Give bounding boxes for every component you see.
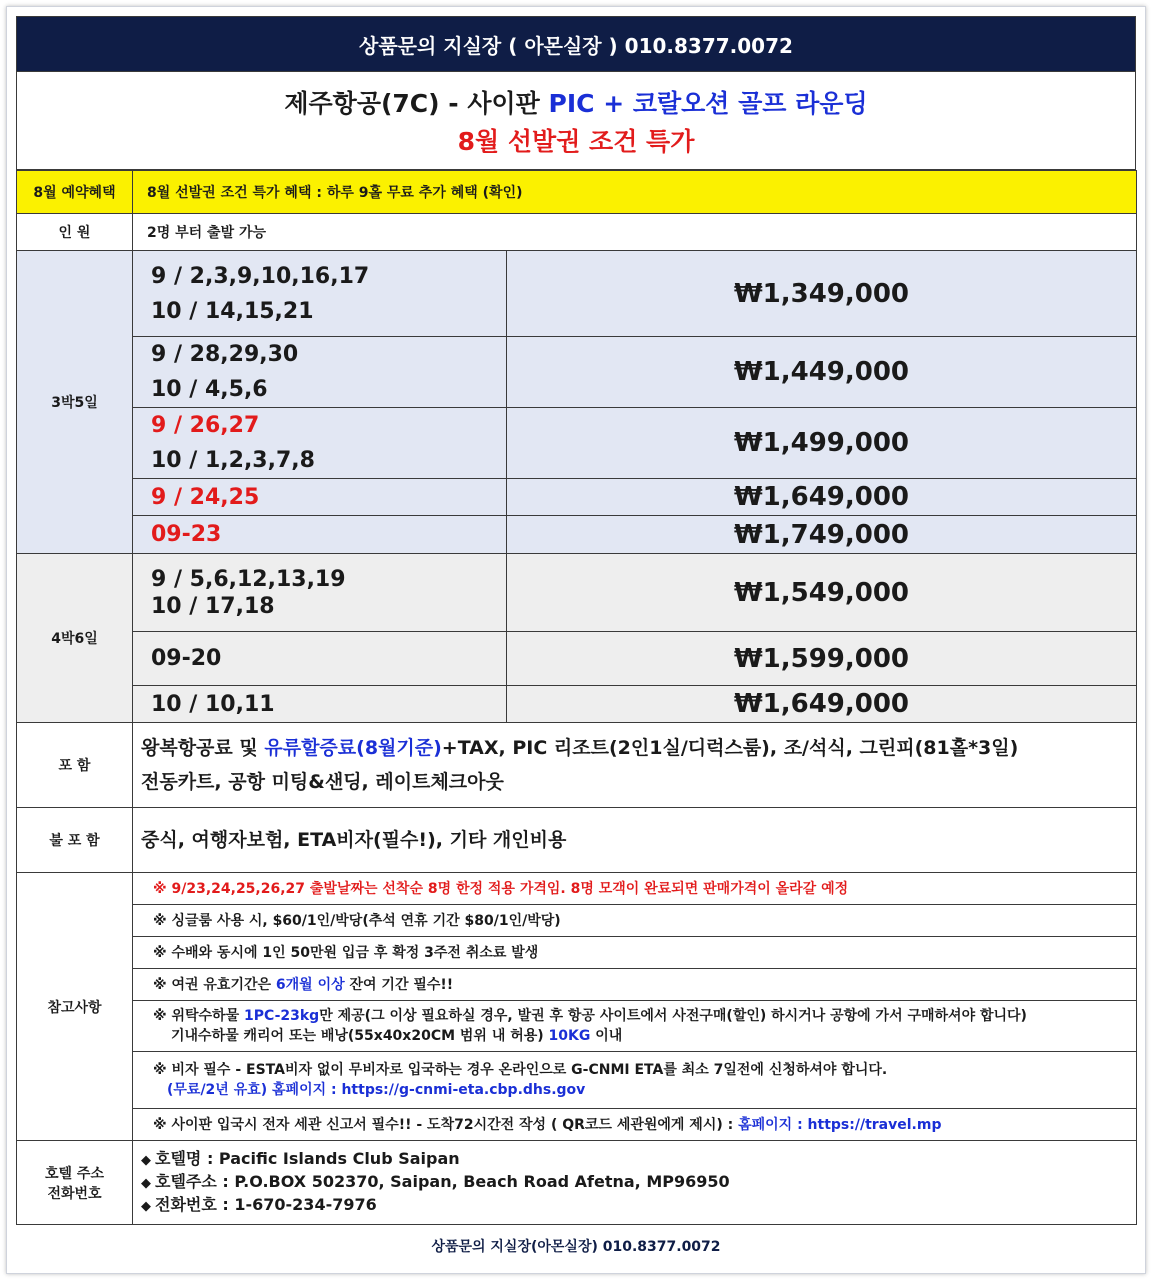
hotel-address: 호텔주소 : P.O.BOX 502370, Saipan, Beach Road Afetna, MP96950 [155,1172,730,1191]
title-package: PIC + 코랄오션 골프 라운딩 [548,88,868,118]
dates-cell [133,686,507,723]
title-line1 [284,84,867,120]
includes-line2: 전동카트, 공항 미팅&샌딩, 레이트체크아웃 [141,771,504,793]
date-line-highlight: 9 / 24,25 [151,484,260,510]
note-item [133,1109,1137,1141]
note-text: ※ 여권 유효기간은 [153,976,276,993]
date-line: 09-20 [151,646,222,671]
title-box [16,72,1136,170]
date-line: 10 / 14,15,21 [151,298,314,324]
price-cell: ₩1,349,000 [507,251,1137,337]
eta-homepage-link[interactable]: (무료/2년 유효) 홈페이지 : https://g-cnmi-eta.cbp.dhs.gov [167,1082,586,1098]
notes-label: 참고사항 [17,873,133,1141]
dates-cell [133,516,507,554]
date-line: 10 / 17,18 [151,593,275,619]
title-route: 제주항공(7C) - 사이판 [284,88,549,118]
price-sheet [16,16,1136,1225]
dates-cell [133,337,507,408]
note-item [133,969,1137,1001]
people-row [17,214,1137,251]
people-label: 인 원 [17,214,133,251]
date-line: 9 / 2,3,9,10,16,17 [151,263,370,289]
travel-mp-link[interactable]: 홈페이지 : https://travel.mp [738,1116,942,1133]
hotel-name: 호텔명 : Pacific Islands Club Saipan [155,1149,460,1168]
hotel-phone: 전화번호 : 1-670-234-7976 [155,1195,377,1214]
schedule-row [17,479,1137,516]
schedule-row [17,632,1137,686]
note-text: ※ 사이판 입국시 전자 세관 신고서 필수!! - 도착72시간전 작성 ( QR코드 세관원에게 제시) : [153,1116,739,1133]
schedule-row [17,686,1137,723]
note-highlight: 6개월 이상 [275,976,345,993]
note-item [133,1001,1137,1052]
includes-label: 포 함 [17,723,133,808]
note-item [133,873,1137,905]
price-table [16,170,1137,1225]
hotel-row [17,1141,1137,1225]
schedule-row [17,408,1137,479]
price-cell: ₩1,649,000 [507,686,1137,723]
includes-row [17,723,1137,808]
price-cell: ₩1,449,000 [507,337,1137,408]
hotel-label-line: 전화번호 [47,1185,102,1202]
note-text: 잔여 기간 필수!! [344,976,454,993]
note-item [133,1052,1137,1109]
excludes-row [17,808,1137,873]
hotel-info [133,1141,1137,1225]
dates-cell [133,408,507,479]
dates-cell [133,554,507,632]
note-highlight: 1PC-23kg [243,1008,320,1024]
schedule-row [17,516,1137,554]
includes-part: +TAX, PIC 리조트(2인1실/디럭스룸), 조/석식, 그린피(81홀*3일) [441,737,1019,759]
schedule-row [17,554,1137,632]
note-text: 이내 [590,1028,623,1044]
three-nights-label: 3박5일 [17,251,133,554]
price-cell: ₩1,549,000 [507,554,1137,632]
date-line: 10 / 10,11 [151,691,275,717]
note-row [17,937,1137,969]
price-cell: ₩1,649,000 [507,479,1137,516]
price-cell: ₩1,499,000 [507,408,1137,479]
includes-text [133,723,1137,808]
hotel-label [17,1141,133,1225]
date-line-highlight: 9 / 26,27 [151,413,260,438]
date-line: 10 / 1,2,3,7,8 [151,448,315,473]
contact-header: 상품문의 지실장 ( 아몬실장 ) 010.8377.0072 [16,16,1136,72]
includes-part: 왕복항공료 및 [141,737,265,759]
note-text: ※ 9/23,24,25,26,27 출발날짜는 선착순 8명 한정 적용 가격임. 8명 모객이 완료되면 판매가격이 올라갈 예정 [153,880,849,897]
note-row [17,1001,1137,1052]
date-line: 10 / 4,5,6 [151,377,268,402]
benefit-row [17,171,1137,214]
dates-cell [133,479,507,516]
note-text: ※ 비자 필수 - ESTA비자 없이 무비자로 입국하는 경우 온라인으로 G-CNMI ETA를 최소 7일전에 신청하셔야 합니다. [153,1062,888,1078]
date-line: 9 / 28,29,30 [151,342,299,367]
note-row [17,873,1137,905]
note-text: 기내수하물 캐리어 또는 배낭(55x40x20CM 범위 내 허용) [171,1028,549,1044]
benefit-label: 8월 예약혜택 [17,171,133,214]
note-highlight: 10KG [548,1028,591,1044]
title-promo: 8월 선발권 조건 특가 [457,126,695,156]
date-line-highlight: 09-23 [151,522,222,547]
note-row [17,1109,1137,1141]
diamond-bullet-icon: ◆ [141,1153,151,1168]
note-item: ※ 수배와 동시에 1인 50만원 입금 후 확정 3주전 취소료 발생 [133,937,1137,969]
note-text: 만 제공(그 이상 필요하실 경우, 발권 후 항공 사이트에서 사전구매(할인) 하시거나 공항에 가서 구매하셔야 합니다) [319,1008,1027,1024]
dates-cell [133,251,507,337]
note-row [17,1052,1137,1109]
schedule-row [17,337,1137,408]
people-text: 2명 부터 출발 가능 [133,214,1137,251]
diamond-bullet-icon: ◆ [141,1176,151,1191]
note-row [17,969,1137,1001]
price-cell: ₩1,749,000 [507,516,1137,554]
note-row [17,905,1137,937]
note-item: ※ 싱글룸 사용 시, $60/1인/박당(추석 연휴 기간 $80/1인/박당) [133,905,1137,937]
contact-footer: 상품문의 지실장(아몬실장) 010.8377.0072 [431,1239,721,1255]
diamond-bullet-icon: ◆ [141,1199,151,1214]
excludes-text: 중식, 여행자보험, ETA비자(필수!), 기타 개인비용 [133,808,1137,873]
four-nights-label: 4박6일 [17,554,133,723]
note-text: ※ 위탁수하물 [153,1008,244,1024]
benefit-text: 8월 선발권 조건 특가 혜택 : 하루 9홀 무료 추가 혜택 (확인) [133,171,1137,214]
excludes-label: 불 포 함 [17,808,133,873]
date-line: 9 / 5,6,12,13,19 [151,566,346,592]
includes-fuel: 유류할증료(8월기준) [264,737,442,759]
dates-cell [133,632,507,686]
price-cell: ₩1,599,000 [507,632,1137,686]
hotel-label-line: 호텔 주소 [45,1165,104,1182]
schedule-row [17,251,1137,337]
